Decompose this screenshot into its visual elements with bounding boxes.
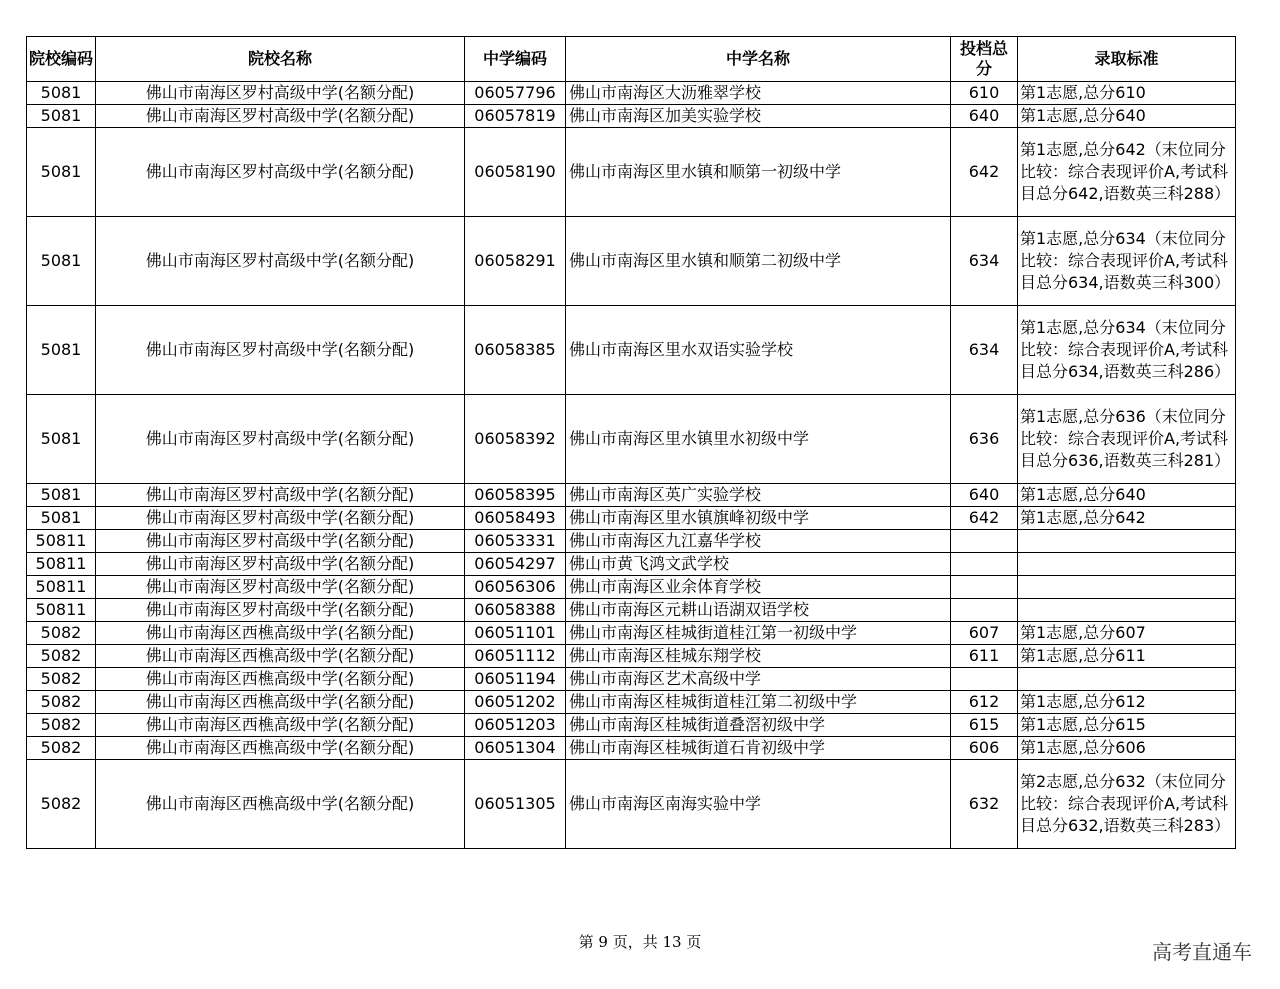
- cell-criteria: [1018, 553, 1236, 576]
- cell-school-name: 佛山市南海区罗村高级中学(名额分配): [96, 507, 465, 530]
- header-score: 投档总分: [951, 37, 1018, 82]
- cell-criteria: [1018, 530, 1236, 553]
- header-middle-name: 中学名称: [566, 37, 951, 82]
- cell-school-name: 佛山市南海区罗村高级中学(名额分配): [96, 395, 465, 484]
- cell-score: 640: [951, 105, 1018, 128]
- cell-criteria: 第1志愿,总分606: [1018, 737, 1236, 760]
- cell-score: 634: [951, 306, 1018, 395]
- table-row: [27, 395, 1236, 484]
- cell-school-code: 5082: [27, 645, 96, 668]
- cell-school-code: 5082: [27, 760, 96, 849]
- cell-criteria: 第1志愿,总分640: [1018, 484, 1236, 507]
- table-row: [27, 714, 1236, 737]
- cell-middle-name: 佛山市南海区桂城街道桂江第二初级中学: [566, 691, 951, 714]
- cell-criteria: 第1志愿,总分642: [1018, 507, 1236, 530]
- admission-table: [26, 36, 1236, 849]
- table-row: [27, 217, 1236, 306]
- cell-middle-code: 06051304: [465, 737, 566, 760]
- cell-score: 640: [951, 484, 1018, 507]
- cell-school-name: 佛山市南海区罗村高级中学(名额分配): [96, 105, 465, 128]
- cell-middle-name: 佛山市南海区南海实验中学: [566, 760, 951, 849]
- cell-middle-name: 佛山市南海区加美实验学校: [566, 105, 951, 128]
- table-row: [27, 576, 1236, 599]
- cell-score: 607: [951, 622, 1018, 645]
- cell-score: [951, 599, 1018, 622]
- cell-school-name: 佛山市南海区西樵高级中学(名额分配): [96, 760, 465, 849]
- cell-school-name: 佛山市南海区罗村高级中学(名额分配): [96, 576, 465, 599]
- cell-school-name: 佛山市南海区罗村高级中学(名额分配): [96, 128, 465, 217]
- cell-criteria: 第1志愿,总分611: [1018, 645, 1236, 668]
- cell-criteria: 第2志愿,总分632（末位同分比较：综合表现评价A,考试科目总分632,语数英三科283）: [1018, 760, 1236, 849]
- watermark: 高考直通车: [1152, 940, 1252, 964]
- cell-criteria: 第1志愿,总分642（末位同分比较：综合表现评价A,考试科目总分642,语数英三科288）: [1018, 128, 1236, 217]
- cell-school-code: 5082: [27, 668, 96, 691]
- cell-middle-code: 06056306: [465, 576, 566, 599]
- cell-middle-name: 佛山市南海区里水镇旗峰初级中学: [566, 507, 951, 530]
- cell-middle-code: 06058493: [465, 507, 566, 530]
- cell-school-name: 佛山市南海区罗村高级中学(名额分配): [96, 82, 465, 105]
- table-row: [27, 507, 1236, 530]
- cell-middle-name: 佛山市南海区桂城东翔学校: [566, 645, 951, 668]
- cell-middle-code: 06058291: [465, 217, 566, 306]
- cell-school-name: 佛山市南海区西樵高级中学(名额分配): [96, 622, 465, 645]
- cell-school-name: 佛山市南海区罗村高级中学(名额分配): [96, 553, 465, 576]
- table-row: [27, 105, 1236, 128]
- cell-school-name: 佛山市南海区西樵高级中学(名额分配): [96, 714, 465, 737]
- cell-middle-code: 06051305: [465, 760, 566, 849]
- cell-school-code: 5081: [27, 507, 96, 530]
- cell-middle-code: 06058392: [465, 395, 566, 484]
- cell-score: [951, 576, 1018, 599]
- cell-school-name: 佛山市南海区西樵高级中学(名额分配): [96, 691, 465, 714]
- cell-school-name: 佛山市南海区罗村高级中学(名额分配): [96, 530, 465, 553]
- cell-middle-name: 佛山市南海区大沥雅翠学校: [566, 82, 951, 105]
- cell-school-name: 佛山市南海区罗村高级中学(名额分配): [96, 599, 465, 622]
- cell-school-code: 5082: [27, 737, 96, 760]
- cell-middle-code: 06053331: [465, 530, 566, 553]
- cell-score: 615: [951, 714, 1018, 737]
- cell-middle-code: 06051203: [465, 714, 566, 737]
- cell-criteria: 第1志愿,总分636（末位同分比较：综合表现评价A,考试科目总分636,语数英三科281）: [1018, 395, 1236, 484]
- cell-middle-code: 06057796: [465, 82, 566, 105]
- cell-school-code: 5081: [27, 128, 96, 217]
- cell-score: [951, 530, 1018, 553]
- page-footer: 第 9 页，共 13 页: [578, 933, 702, 951]
- cell-school-code: 5082: [27, 714, 96, 737]
- cell-middle-name: 佛山市南海区艺术高级中学: [566, 668, 951, 691]
- cell-score: 612: [951, 691, 1018, 714]
- cell-middle-name: 佛山市南海区里水镇里水初级中学: [566, 395, 951, 484]
- table-row: [27, 306, 1236, 395]
- cell-school-code: 5082: [27, 691, 96, 714]
- cell-school-code: 5082: [27, 622, 96, 645]
- cell-criteria: [1018, 668, 1236, 691]
- cell-middle-code: 06058388: [465, 599, 566, 622]
- cell-criteria: 第1志愿,总分640: [1018, 105, 1236, 128]
- table-body: [27, 82, 1236, 849]
- cell-criteria: 第1志愿,总分610: [1018, 82, 1236, 105]
- cell-middle-code: 06058395: [465, 484, 566, 507]
- cell-middle-name: 佛山市南海区里水镇和顺第二初级中学: [566, 217, 951, 306]
- cell-school-code: 5081: [27, 82, 96, 105]
- header-criteria: 录取标准: [1018, 37, 1236, 82]
- table-row: [27, 82, 1236, 105]
- cell-school-name: 佛山市南海区罗村高级中学(名额分配): [96, 217, 465, 306]
- table-row: [27, 645, 1236, 668]
- table-row: [27, 622, 1236, 645]
- cell-school-code: 5081: [27, 395, 96, 484]
- cell-middle-code: 06051101: [465, 622, 566, 645]
- cell-score: 632: [951, 760, 1018, 849]
- cell-school-name: 佛山市南海区西樵高级中学(名额分配): [96, 645, 465, 668]
- table-row: [27, 737, 1236, 760]
- cell-middle-code: 06058385: [465, 306, 566, 395]
- table-row: [27, 530, 1236, 553]
- cell-criteria: 第1志愿,总分634（末位同分比较：综合表现评价A,考试科目总分634,语数英三科286）: [1018, 306, 1236, 395]
- cell-score: 634: [951, 217, 1018, 306]
- cell-middle-name: 佛山市南海区里水双语实验学校: [566, 306, 951, 395]
- cell-school-name: 佛山市南海区罗村高级中学(名额分配): [96, 484, 465, 507]
- table-header-row: [27, 37, 1236, 82]
- cell-score: 642: [951, 128, 1018, 217]
- cell-middle-code: 06057819: [465, 105, 566, 128]
- cell-school-code: 50811: [27, 553, 96, 576]
- header-middle-code: 中学编码: [465, 37, 566, 82]
- cell-score: 642: [951, 507, 1018, 530]
- cell-middle-code: 06054297: [465, 553, 566, 576]
- header-school-code: 院校编码: [27, 37, 96, 82]
- cell-school-code: 5081: [27, 217, 96, 306]
- cell-middle-name: 佛山市南海区桂城街道桂江第一初级中学: [566, 622, 951, 645]
- cell-middle-name: 佛山市南海区业余体育学校: [566, 576, 951, 599]
- cell-score: [951, 553, 1018, 576]
- table-row: [27, 668, 1236, 691]
- cell-middle-code: 06051202: [465, 691, 566, 714]
- cell-criteria: 第1志愿,总分615: [1018, 714, 1236, 737]
- cell-school-code: 50811: [27, 576, 96, 599]
- table-row: [27, 760, 1236, 849]
- table-row: [27, 599, 1236, 622]
- cell-middle-name: 佛山市南海区元耕山语湖双语学校: [566, 599, 951, 622]
- cell-score: 636: [951, 395, 1018, 484]
- cell-middle-code: 06058190: [465, 128, 566, 217]
- cell-middle-code: 06051194: [465, 668, 566, 691]
- cell-middle-name: 佛山市南海区里水镇和顺第一初级中学: [566, 128, 951, 217]
- cell-criteria: 第1志愿,总分612: [1018, 691, 1236, 714]
- header-school-name: 院校名称: [96, 37, 465, 82]
- cell-school-code: 5081: [27, 105, 96, 128]
- table-row: [27, 691, 1236, 714]
- cell-score: 606: [951, 737, 1018, 760]
- cell-school-name: 佛山市南海区西樵高级中学(名额分配): [96, 668, 465, 691]
- cell-middle-code: 06051112: [465, 645, 566, 668]
- cell-school-code: 50811: [27, 599, 96, 622]
- cell-school-name: 佛山市南海区西樵高级中学(名额分配): [96, 737, 465, 760]
- cell-criteria: 第1志愿,总分607: [1018, 622, 1236, 645]
- cell-school-code: 5081: [27, 484, 96, 507]
- cell-criteria: 第1志愿,总分634（末位同分比较：综合表现评价A,考试科目总分634,语数英三科300）: [1018, 217, 1236, 306]
- cell-middle-name: 佛山市黄飞鸿文武学校: [566, 553, 951, 576]
- cell-middle-name: 佛山市南海区桂城街道叠滘初级中学: [566, 714, 951, 737]
- cell-criteria: [1018, 576, 1236, 599]
- cell-middle-name: 佛山市南海区九江嘉华学校: [566, 530, 951, 553]
- cell-criteria: [1018, 599, 1236, 622]
- cell-school-name: 佛山市南海区罗村高级中学(名额分配): [96, 306, 465, 395]
- cell-score: 611: [951, 645, 1018, 668]
- cell-middle-name: 佛山市南海区英广实验学校: [566, 484, 951, 507]
- table-row: [27, 128, 1236, 217]
- table-row: [27, 484, 1236, 507]
- cell-school-code: 5081: [27, 306, 96, 395]
- cell-score: 610: [951, 82, 1018, 105]
- table-row: [27, 553, 1236, 576]
- cell-middle-name: 佛山市南海区桂城街道石肯初级中学: [566, 737, 951, 760]
- cell-score: [951, 668, 1018, 691]
- cell-school-code: 50811: [27, 530, 96, 553]
